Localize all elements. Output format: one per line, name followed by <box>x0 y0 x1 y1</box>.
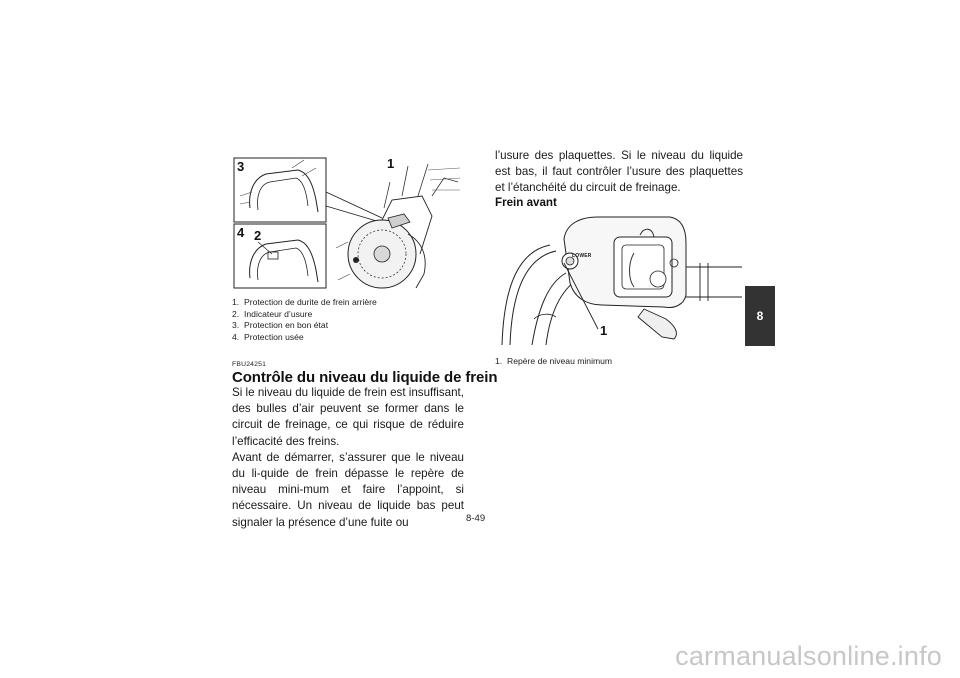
callout-3: 3 <box>237 159 245 174</box>
right-column-continuation: l’usure des plaquettes. Si le niveau du liquide est bas, il faut contrôler l’usure des plaquettes et l’étanchéité du circuit de freinage. <box>495 149 743 195</box>
paragraph-2: Avant de démarrer, s’assurer que le niveau du li-quide de frein dépasse le repère de niveau mini-mum et faire l’appoint, si nécessaire. Un niveau de liquide bas peut signaler la présence d’une fuite ou <box>232 450 464 529</box>
front-brake-reservoir-illustration <box>494 213 742 345</box>
caption-item: 4. Protection usée <box>232 331 304 342</box>
caption-item: 3. Protection en bon état <box>232 320 329 330</box>
lower-level-mark: LOWER <box>572 253 592 259</box>
caption-item: 2. Indicateur d’usure <box>232 308 313 319</box>
caption-item: 1. Protection de durite de frein arrière <box>232 297 377 307</box>
watermark: carmanualsonline.info <box>675 641 942 671</box>
paragraph-1: Si le niveau du liquide de frein est insuffisant, des bulles d’air peuvent se former dans le circuit de freinage, ce qui risque de réduire l’efficacité des freins. <box>232 386 464 448</box>
front-brake-reservoir-figure <box>494 213 742 345</box>
callout-2: 2 <box>254 228 262 243</box>
callout-4: 4 <box>237 225 245 240</box>
callout-1: 1 <box>387 156 395 171</box>
caption-item: 1. Repère de niveau minimum <box>495 356 613 366</box>
left-figure-caption <box>232 297 377 343</box>
page-number: 8-49 <box>466 513 486 524</box>
section-code: FBU24251 <box>232 361 267 368</box>
callout-1: 1 <box>600 323 608 338</box>
left-column-text <box>232 385 464 531</box>
brake-hose-illustration <box>232 156 462 290</box>
brake-hose-protector-figure <box>232 156 462 290</box>
right-figure-caption <box>495 356 612 368</box>
chapter-tab: 8 <box>745 286 775 346</box>
section-heading: Contrôle du niveau du liquide de frein <box>232 369 498 386</box>
front-brake-subheading: Frein avant <box>495 196 557 209</box>
